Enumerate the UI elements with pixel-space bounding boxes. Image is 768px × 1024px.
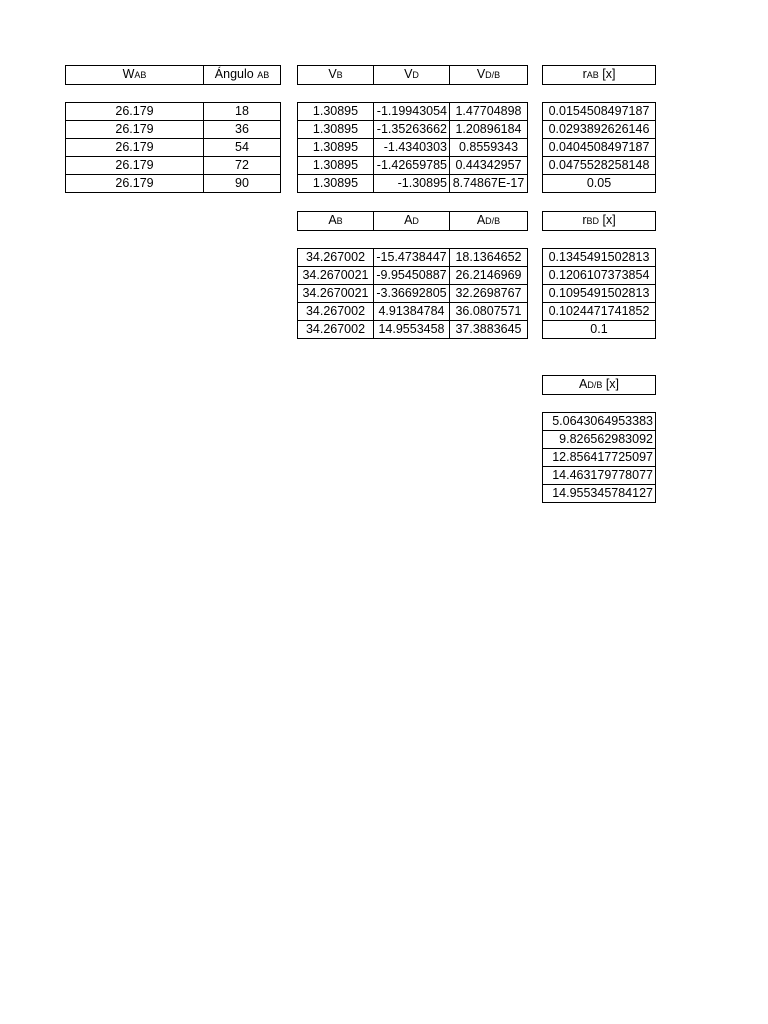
- cell-ab[interactable]: 34.2670021: [298, 285, 374, 303]
- cell-w[interactable]: 26.179: [66, 139, 204, 157]
- cell-vdb[interactable]: 1.47704898: [450, 103, 528, 121]
- cell-vd[interactable]: -1.19943054: [374, 103, 450, 121]
- cell-angle[interactable]: 72: [204, 157, 281, 175]
- cell-adbx[interactable]: 14.955345784127: [543, 485, 656, 503]
- cell-rbd[interactable]: 0.1206107373854: [543, 267, 656, 285]
- cell-adbx[interactable]: 5.0643064953383: [543, 413, 656, 431]
- table-row: [543, 175, 656, 193]
- header-ad[interactable]: AD: [374, 212, 450, 231]
- cell-w[interactable]: 26.179: [66, 103, 204, 121]
- header-w-angle: [65, 65, 281, 85]
- cell-adb[interactable]: 37.3883645: [450, 321, 528, 339]
- header-accelerations: [297, 211, 528, 231]
- cell-ab[interactable]: 34.267002: [298, 321, 374, 339]
- cell-ab[interactable]: 34.2670021: [298, 267, 374, 285]
- table-row: [543, 103, 656, 121]
- header-rbd[interactable]: rBD [x]: [543, 212, 656, 231]
- header-adbx[interactable]: AD/B [x]: [543, 376, 656, 395]
- header-rab[interactable]: rAB [x]: [543, 66, 656, 85]
- cell-adbx[interactable]: 9.826562983092: [543, 431, 656, 449]
- table-row: [298, 321, 528, 339]
- cell-rbd[interactable]: 0.1024471741852: [543, 303, 656, 321]
- cell-rab[interactable]: 0.0475528258148: [543, 157, 656, 175]
- table-velocities: [297, 102, 528, 193]
- table-row: [298, 249, 528, 267]
- table-row: [298, 175, 528, 193]
- cell-ad[interactable]: 4.91384784: [374, 303, 450, 321]
- table-row: [298, 267, 528, 285]
- cell-vb[interactable]: 1.30895: [298, 121, 374, 139]
- table-row: [543, 321, 656, 339]
- table-row: [298, 121, 528, 139]
- table-row: [298, 103, 528, 121]
- cell-ad[interactable]: -9.95450887: [374, 267, 450, 285]
- header-rab-table: [542, 65, 656, 85]
- cell-vdb[interactable]: 1.20896184: [450, 121, 528, 139]
- table-row: [66, 121, 281, 139]
- table-adbx: [542, 412, 656, 503]
- cell-adb[interactable]: 26.2146969: [450, 267, 528, 285]
- table-row: [543, 267, 656, 285]
- cell-ad[interactable]: -3.36692805: [374, 285, 450, 303]
- table-row: [298, 139, 528, 157]
- table-row: [543, 121, 656, 139]
- cell-vd[interactable]: -1.35263662: [374, 121, 450, 139]
- table-row: [543, 449, 656, 467]
- table-row: [298, 157, 528, 175]
- cell-vdb[interactable]: 0.8559343: [450, 139, 528, 157]
- cell-w[interactable]: 26.179: [66, 175, 204, 193]
- header-vd[interactable]: VD: [374, 66, 450, 85]
- table-accelerations: [297, 248, 528, 339]
- cell-vb[interactable]: 1.30895: [298, 103, 374, 121]
- cell-vb[interactable]: 1.30895: [298, 175, 374, 193]
- table-row: [543, 139, 656, 157]
- cell-angle[interactable]: 18: [204, 103, 281, 121]
- table-row: [543, 431, 656, 449]
- cell-rab[interactable]: 0.05: [543, 175, 656, 193]
- cell-adb[interactable]: 32.2698767: [450, 285, 528, 303]
- table-row: [66, 139, 281, 157]
- cell-vb[interactable]: 1.30895: [298, 139, 374, 157]
- table-row: [543, 285, 656, 303]
- table-row: [543, 485, 656, 503]
- cell-ad[interactable]: -15.4738447: [374, 249, 450, 267]
- cell-w[interactable]: 26.179: [66, 121, 204, 139]
- cell-adbx[interactable]: 12.856417725097: [543, 449, 656, 467]
- cell-ad[interactable]: 14.9553458: [374, 321, 450, 339]
- cell-rab[interactable]: 0.0404508497187: [543, 139, 656, 157]
- table-row: [543, 303, 656, 321]
- cell-rab[interactable]: 0.0154508497187: [543, 103, 656, 121]
- header-angulo-ab[interactable]: Ángulo AB: [204, 66, 281, 85]
- cell-rbd[interactable]: 0.1345491502813: [543, 249, 656, 267]
- cell-vd[interactable]: -1.30895: [374, 175, 450, 193]
- table-row: [66, 175, 281, 193]
- table-row: [298, 285, 528, 303]
- cell-ab[interactable]: 34.267002: [298, 249, 374, 267]
- header-vb[interactable]: VB: [298, 66, 374, 85]
- cell-vd[interactable]: -1.42659785: [374, 157, 450, 175]
- cell-angle[interactable]: 90: [204, 175, 281, 193]
- table-w-angle: [65, 102, 281, 193]
- header-adbx-table: [542, 375, 656, 395]
- cell-rbd[interactable]: 0.1: [543, 321, 656, 339]
- cell-angle[interactable]: 54: [204, 139, 281, 157]
- cell-rab[interactable]: 0.0293892626146: [543, 121, 656, 139]
- cell-w[interactable]: 26.179: [66, 157, 204, 175]
- header-w-ab[interactable]: WAB: [66, 66, 204, 85]
- header-adb[interactable]: AD/B: [450, 212, 528, 231]
- table-row: [543, 157, 656, 175]
- table-rab: [542, 102, 656, 193]
- table-row: [543, 413, 656, 431]
- table-row: [543, 249, 656, 267]
- cell-adb[interactable]: 18.1364652: [450, 249, 528, 267]
- table-row: [66, 103, 281, 121]
- table-row: [298, 303, 528, 321]
- cell-vb[interactable]: 1.30895: [298, 157, 374, 175]
- header-ab[interactable]: AB: [298, 212, 374, 231]
- header-velocities: [297, 65, 528, 85]
- cell-vdb[interactable]: 8.74867E-17: [450, 175, 528, 193]
- cell-adbx[interactable]: 14.463179778077: [543, 467, 656, 485]
- cell-vdb[interactable]: 0.44342957: [450, 157, 528, 175]
- cell-angle[interactable]: 36: [204, 121, 281, 139]
- header-vdb[interactable]: VD/B: [450, 66, 528, 85]
- cell-rbd[interactable]: 0.1095491502813: [543, 285, 656, 303]
- cell-ab[interactable]: 34.267002: [298, 303, 374, 321]
- table-rbd: [542, 248, 656, 339]
- cell-adb[interactable]: 36.0807571: [450, 303, 528, 321]
- cell-vd[interactable]: -1.4340303: [374, 139, 450, 157]
- header-rbd-table: [542, 211, 656, 231]
- table-row: [66, 157, 281, 175]
- table-row: [543, 467, 656, 485]
